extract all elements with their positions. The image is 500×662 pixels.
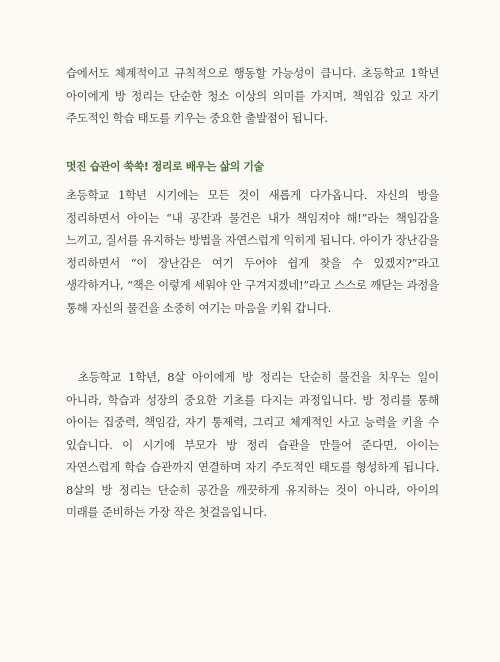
conclusion-paragraph: 초등학교 1학년, 8살 아이에게 방 정리는 단순히 물건을 치우는 일이 아니라, 학습과 성장의 중요한 기초를 다지는 과정입니다. 방 정리를 통해 아이는 집중력, 책임감, 자기 통제력, 그리고 체계적인 사고 능력을 키울 수 있습니다. 이 시기에 부모가 방 정리 습관을 만들어 준다면, 아이는 자연스럽게 학습 습관까지 연결하며 자기 주도적인 태도를 형성하게 됩니다. 8살의 방 정리는 단순히 공간을 깨끗하게 유지하는 것이 아니라, 아이의 미래를 준비하는 가장 작은 첫걸음입니다. xyxy=(66,370,439,519)
section-heading-subtitle: 정리로 배우는 삶의 기술 xyxy=(148,160,264,173)
section-heading-bold: 멋진 습관이 쑥쑥! xyxy=(66,160,149,173)
intro-paragraph: 습에서도 체계적이고 규칙적으로 행동할 가능성이 큽니다. 초등학교 1학년 아이에게 방 정리는 단순한 청소 이상의 의미를 가지며, 책임감 있고 자기 주도적인 학습 태도를 키우는 중요한 출발점이 됩니다. xyxy=(66,66,439,125)
body-paragraph: 초등학교 1학년 시기에는 모든 것이 새롭게 다가옵니다. 자신의 방을 정리하면서 아이는 “내 공간과 물건은 내가 책임져야 해!”라는 책임감을 느끼고, 질서를 유지하는 방법을 자연스럽게 익히게 됩니다. 아이가 장난감을 정리하면서 “이 장난감은 여기 두어야 쉽게 찾을 수 있겠지?”라고 생각하거나, “책은 이렇게 세워야 안 구겨지겠네!”라고 스스로 깨닫는 과정을 통해 자신의 물건을 소중히 여기는 마음을 키워 갑니다. xyxy=(66,188,439,315)
section-heading xyxy=(66,159,264,175)
